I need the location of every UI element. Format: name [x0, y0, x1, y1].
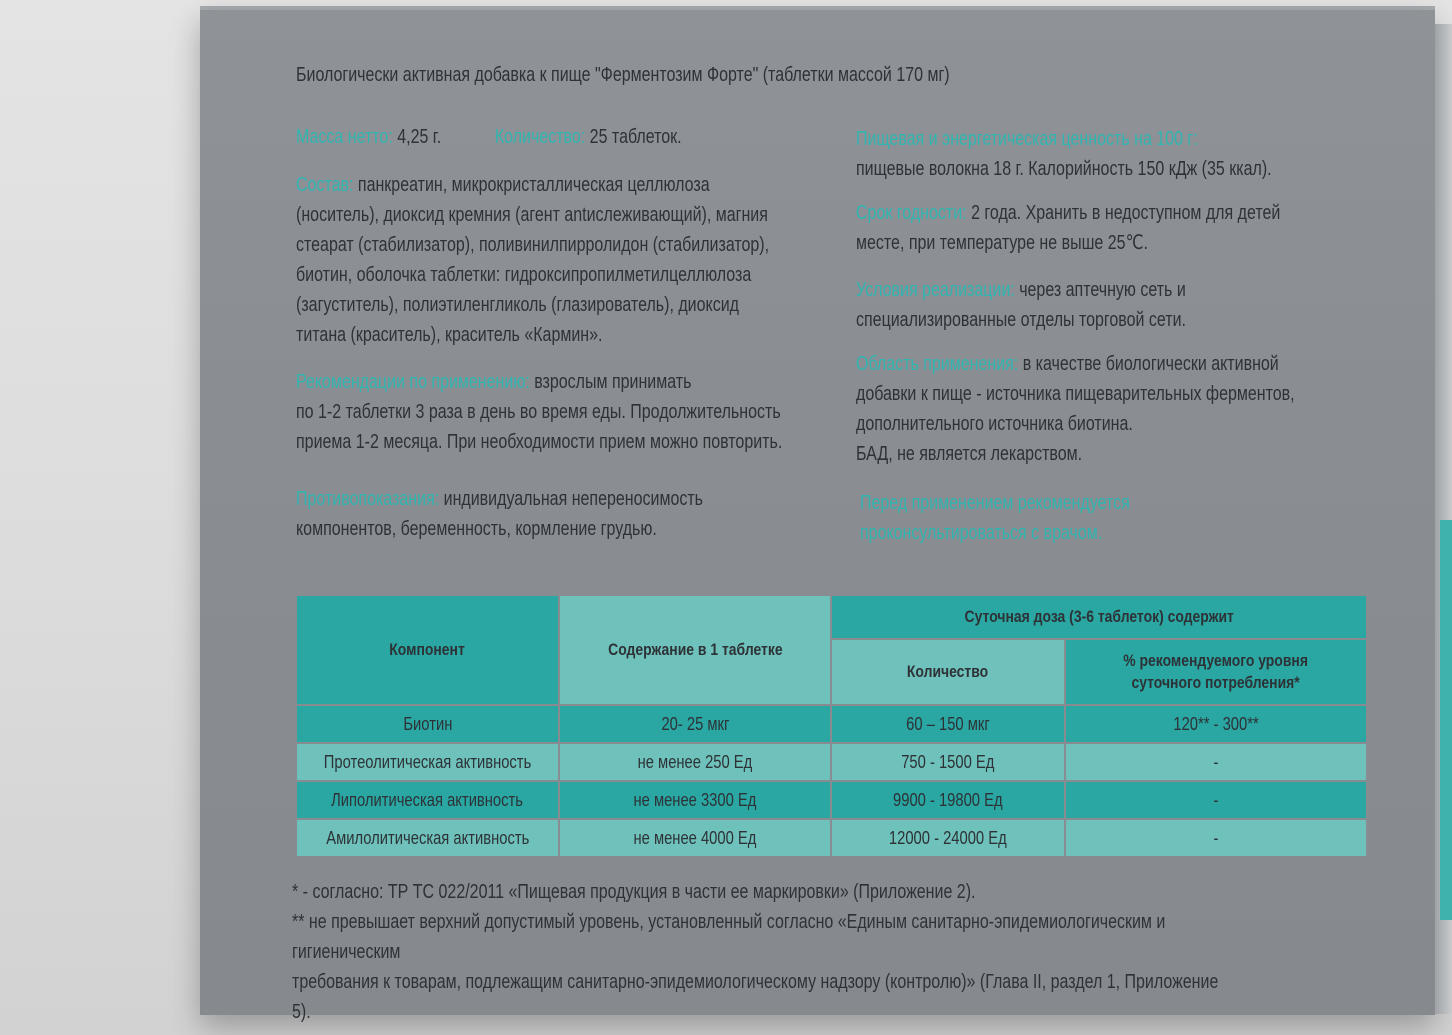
mass-value: 4,25 г. [397, 126, 442, 148]
product-title: Биологически активная добавка к пище "Ферментозим Форте" (таблетки массой 170 мг) [296, 64, 950, 86]
contraindications-block [296, 484, 703, 544]
usage-line: по 1-2 таблетки 3 раза в день во время еды. Продолжительность [296, 401, 781, 423]
table-cell: 12000 - 24000 Ед [831, 819, 1065, 857]
header-percent: % рекомендуемого уровня суточного потребления* [1065, 639, 1367, 705]
nutrition-table [295, 594, 1368, 858]
scope-line: БАД, не является лекарством. [856, 443, 1083, 465]
table-row [296, 743, 1367, 781]
composition-line: стеарат (стабилизатор), поливинилпирролидон (стабилизатор), [296, 234, 770, 256]
table-cell: - [1065, 781, 1367, 819]
mass-count-line [296, 122, 682, 152]
nutrition-block [856, 124, 1272, 184]
table-cell: 750 - 1500 Ед [831, 743, 1065, 781]
footnote-line: * - согласно: ТР ТС 022/2011 «Пищевая продукция в части ее маркировки» (Приложение 2). [292, 881, 976, 903]
table-cell: не менее 250 Ед [559, 743, 831, 781]
composition-line: (носитель), диоксид кремния (агент antислеживающий), магния [296, 204, 768, 226]
doctor-note [860, 488, 1130, 548]
table-row [296, 781, 1367, 819]
table-cell: 20- 25 мкг [559, 705, 831, 743]
mass-label: Масса нетто: [296, 126, 393, 148]
table-cell: 9900 - 19800 Ед [831, 781, 1065, 819]
usage-label: Рекомендации по применению: [296, 371, 530, 393]
nutrition-line: пищевые волокна 18 г. Калорийность 150 кДж (35 ккал). [856, 158, 1272, 180]
count-value: 25 таблеток. [589, 126, 682, 148]
composition-block [296, 170, 769, 350]
table-cell: - [1065, 819, 1367, 857]
composition-line: панкреатин, микрокристаллическая целлюлоза [357, 174, 710, 196]
nutrition-label: Пищевая и энергетическая ценность на 100 г: [856, 128, 1198, 150]
table-cell: 60 – 150 мкг [831, 705, 1065, 743]
count-label: Количество: [494, 126, 586, 148]
composition-line: титана (краситель), краситель «Кармин». [296, 324, 603, 346]
table-cell: 120** - 300** [1065, 705, 1367, 743]
contra-label: Противопоказания: [296, 488, 440, 510]
footnote-line: ** не превышает верхний допустимый уровень, установленный согласно «Единым санитарно-эпидемиологическим и гигиеническим [292, 911, 1166, 963]
table-row [296, 819, 1367, 857]
header-content: Содержание в 1 таблетке [559, 595, 831, 705]
doctor-note-line: проконсультироваться с врачом. [860, 522, 1103, 544]
scope-block [856, 349, 1295, 469]
composition-label: Состав: [296, 174, 354, 196]
sale-conditions-block [856, 275, 1186, 335]
table-cell: не менее 4000 Ед [559, 819, 831, 857]
scope-label: Область применения: [856, 353, 1019, 375]
shelf-life-block [856, 198, 1280, 258]
contra-line: компонентов, беременность, кормление грудью. [296, 518, 657, 540]
sale-line: специализированные отделы торговой сети. [856, 309, 1186, 331]
scope-line: дополнительного источника биотина. [856, 413, 1133, 435]
table-cell: Липолитическая активность [296, 781, 559, 819]
header-amount: Количество [831, 639, 1065, 705]
composition-line: (загуститель), полиэтиленгликоль (глазирователь), диоксид [296, 294, 739, 316]
sale-line: через аптечную сеть и [1019, 279, 1186, 301]
package-side-teal-stripe [1440, 520, 1452, 920]
table-row [296, 705, 1367, 743]
footnotes [292, 877, 1220, 1027]
sale-label: Условия реализации: [856, 279, 1015, 301]
table-cell: Амилолитическая активность [296, 819, 559, 857]
scope-line: в качестве биологически активной [1022, 353, 1279, 375]
usage-block [296, 367, 782, 457]
table-cell: Протеолитическая активность [296, 743, 559, 781]
table-cell: Биотин [296, 705, 559, 743]
header-component: Компонент [296, 595, 559, 705]
header-daily-dose: Суточная доза (3-6 таблеток) содержит [831, 595, 1367, 639]
footnote-line: требования к товарам, подлежащим санитарно-эпидемиологическому надзору (контролю)» (Глава II, раздел 1, Приложение 5). [292, 971, 1219, 1023]
table-cell: не менее 3300 Ед [559, 781, 831, 819]
shelf-line: месте, при температуре не выше 25℃. [856, 232, 1148, 254]
shelf-label: Срок годности: [856, 202, 967, 224]
table-cell: - [1065, 743, 1367, 781]
usage-line: взрослым принимать [534, 371, 692, 393]
scope-line: добавки к пище - источника пищеварительных ферментов, [856, 383, 1295, 405]
composition-line: биотин, оболочка таблетки: гидроксипропилметилцеллюлоза [296, 264, 752, 286]
shelf-line: 2 года. Хранить в недоступном для детей [971, 202, 1281, 224]
contra-line: индивидуальная непереносимость [443, 488, 704, 510]
usage-line: приема 1-2 месяца. При необходимости прием можно повторить. [296, 431, 783, 453]
doctor-note-line: Перед применением рекомендуется [860, 492, 1130, 514]
